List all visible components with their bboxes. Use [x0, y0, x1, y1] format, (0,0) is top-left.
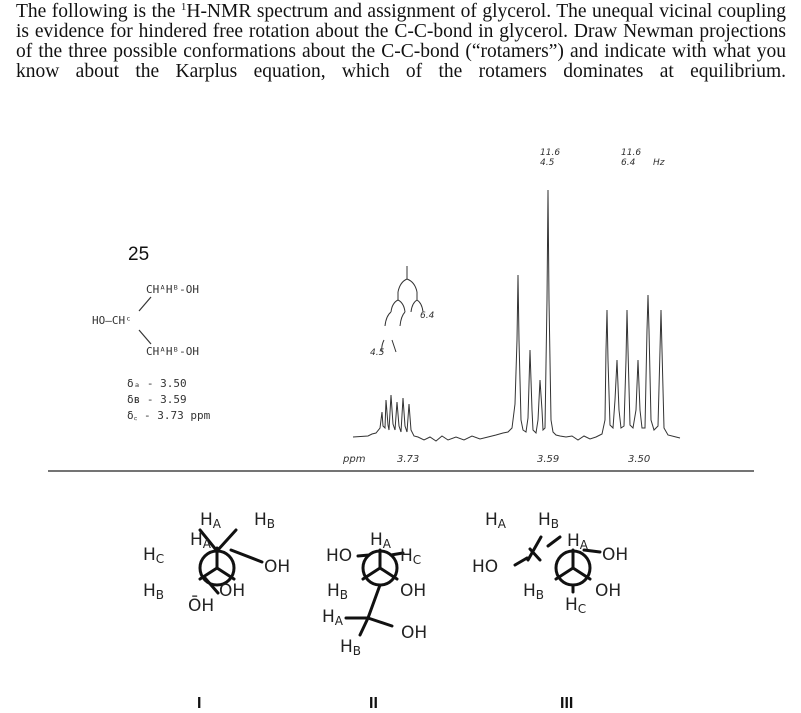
I-front-top: HA	[190, 530, 212, 551]
j-c1-label: 4.5	[370, 348, 385, 358]
I-front-bottom: ŌH	[188, 596, 215, 616]
glycerol-structure	[92, 244, 211, 422]
newman-projection-II	[322, 530, 427, 712]
III-left: HO	[472, 557, 499, 577]
axis-unit: ppm	[343, 454, 366, 465]
rotamer-label-II: II	[369, 695, 378, 712]
shift-b: δʙ - 3.59	[127, 393, 187, 406]
axis-tick-3-73: 3.73	[397, 454, 420, 465]
II-lower-left: HA	[322, 607, 344, 628]
shift-a: δₐ - 3.50	[127, 377, 187, 390]
axis-tick-3-50: 3.50	[628, 454, 651, 465]
middle-ch-group: HO—CHᶜ	[92, 314, 132, 327]
j-c2-label: 6.4	[420, 311, 435, 321]
rotamer-label-I: I	[197, 695, 202, 712]
III-top-right: HB	[538, 510, 560, 531]
j-a1-label: 11.6	[540, 148, 561, 158]
II-back-right: OH	[400, 581, 427, 601]
II-front-left: HO	[326, 546, 353, 566]
newman-projection-III	[472, 510, 628, 712]
II-back-left: HB	[327, 581, 349, 602]
question-intro: The following is the	[16, 1, 181, 22]
superscript-1: 1	[180, 1, 187, 13]
bottom-ch2-group: CHᴬHᴮ-OH	[146, 345, 199, 358]
II-lower-bottom: HB	[340, 637, 362, 658]
question-body: H-NMR spectrum and assignment of glycerol. The unequal vicinal coupling is evidence for hindered free rotation about the C-C-bond in glycerol. Draw Newman projections of the three possible conformations about the C-C-bond (“rotamers”) and indicate with what you know about the Karplus equation, which of the rotamers dominates at equilibrium.	[16, 1, 786, 82]
III-right-top: OH	[602, 545, 629, 565]
bond-top	[139, 297, 151, 311]
III-bottom-left: HB	[523, 581, 545, 602]
I-back-right: OH	[264, 557, 291, 577]
splitting-tree	[382, 266, 423, 352]
bond-bottom	[139, 330, 151, 344]
III-bottom: HC	[565, 595, 587, 616]
II-lower-right: OH	[401, 623, 428, 643]
top-ch2-group: CHᴬHᴮ-OH	[146, 283, 199, 296]
j-b2-label: 6.4	[621, 158, 636, 168]
rotamer-label-III: III	[560, 695, 574, 712]
II-front-right: HC	[400, 546, 422, 567]
II-front-top: HA	[370, 530, 392, 551]
newman-projection-I	[143, 510, 290, 712]
I-back-bottom-left: HB	[143, 581, 165, 602]
I-back-top-right: HB	[254, 510, 276, 531]
j-a2-label: 4.5	[540, 158, 555, 168]
I-front-left: HC	[143, 545, 165, 566]
III-bottom-right: OH	[595, 581, 622, 601]
III-top-left: HA	[485, 510, 507, 531]
j-unit-label: Hz	[653, 158, 665, 168]
shift-c: δ꜀ - 3.73 ppm	[127, 409, 211, 422]
axis-tick-3-59: 3.59	[537, 454, 560, 465]
I-back-bottom-right: OH	[219, 581, 246, 601]
compound-number: 25	[128, 244, 150, 265]
III-front-top: HA	[567, 531, 589, 552]
I-back-top-left: HA	[200, 510, 222, 531]
j-b1-label: 11.6	[621, 148, 642, 158]
nmr-spectrum	[48, 148, 754, 471]
